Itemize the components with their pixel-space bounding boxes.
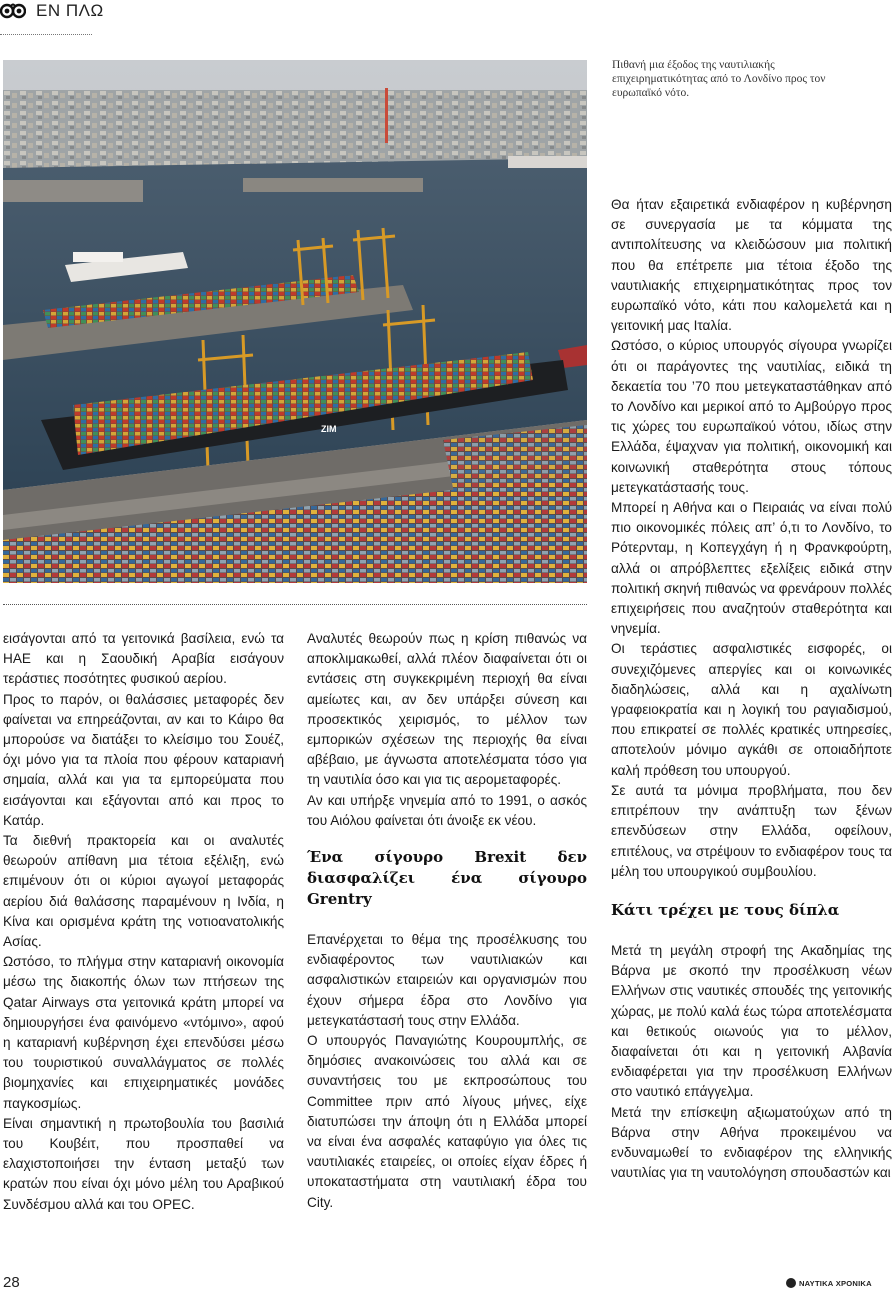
header-divider <box>0 34 92 35</box>
paragraph: Ωστόσο, ο κύριος υπουργός σίγουρα γνωρίζει ότι οι παράγοντες της ναυτιλίας, ειδικά τη δεκαετία του ’70 που μετεγκαταστάθηκαν από το Λονδίνο και μερικοί από το Αμβούργο προς τις χώρες του ευρωπαϊκού νότου, ιδίως στην Ελλάδα, έψαχναν για πολιτική, οικονομική και κοινωνική σταθερότητα στους τόπους μετεγκατάστασής τους. <box>611 338 892 495</box>
paragraph: Μετά την επίσκεψη αξιωματούχων από τη Βάρνα στην Αθήνα προκειμένου να ενδυναμωθεί το ενδιαφέρον της ελληνικής ναυτιλίας για τη ναυτολόγηση σπουδαστών και <box>611 1104 892 1181</box>
paragraph: Ο υπουργός Παναγιώτης Κουρουμπλής, σε δημόσιες ανακοινώσεις του αλλά και σε συναντήσεις του με εκπροσώπους του Committee πριν από λίγους μήνες, είχε διατυπώσει την άποψη ότι η Ελλάδα μπορεί να είναι ένα ασφαλές καταφύγιο για όλες τις ναυτιλιακές εταιρείες, οι οποίες είχαν έδρες ή υποκαταστήματα στη ναυτιλιακή έδρα του City. <box>307 1033 587 1210</box>
paragraph: Ωστόσο, το πλήγμα στην καταριανή οικονομία μέσω της διακοπής όλων των πτήσεων της Qatar Airways στα γειτονικά κράτη μπορεί να δημιουργήσει ένα φαινόμενο «ντόμινο», αφού η καταριανή κυβέρνηση έχει επενδύσει μέσω του τουριστικού συναλλάγματος σε πολλές βιομηχανίες και επιχειρηματικές μονάδες παγκοσμίως. <box>3 954 284 1111</box>
paragraph: Μετά τη μεγάλη στροφή της Ακαδημίας της Βάρνα με σκοπό την προσέλκυση νέων Ελλήνων στις ναυτικές σπουδές της γειτονικής χώρας, με πολύ καλά έως τώρα αποτελέσματα και θετικούς οιωνούς για το μέλλον, διαφαίνεται ότι και η γειτονική Αλβανία ενδιαφέρεται για την προσέλκυση Ελλήνων στο ναυτικό επάγγελμα. <box>611 942 892 1100</box>
paragraph: Τα διεθνή πρακτορεία και οι αναλυτές θεωρούν απίθανη μια τέτοια εξέλιξη, ενώ επιμένουν ότι οι κύριοι αγωγοί μεταφοράς αερίου διά θαλάσσης παραμένουν η Ινδία, η Κίνα και ορισμένα κράτη της νοτιοανατολικής Ασίας. <box>3 833 284 950</box>
section-title: ΕΝ ΠΛΩ <box>36 1 104 20</box>
container-port-aerial-photo <box>3 60 587 583</box>
page-header <box>0 0 300 24</box>
paragraph: Είναι σημαντική η πρωτοβουλία του βασιλιά του Κουβέιτ, που προσπαθεί να ελαχιστοποιήσει την ένταση μεταξύ των κρατών που είναι όχι μόνο μέλη του Αραβικού Συνδέσμου αλλά και του OPEC. <box>3 1115 284 1212</box>
article-column-1 <box>3 629 284 1215</box>
goggles-icon <box>0 0 26 20</box>
paragraph: εισάγονται από τα γειτονικά βασίλεια, ενώ τα ΗΑΕ και η Σαουδική Αραβία εισάγουν τεράστιες ποσότητες φυσικού αερίου. <box>3 631 284 687</box>
photo-caption: Πιθανή μια έξοδος της ναυτιλιακής επιχειρηματικότητας από το Λονδίνο προς τον ευρωπαϊκό νότο. <box>612 59 826 99</box>
page-number: 28 <box>3 1274 20 1291</box>
article-column-3 <box>611 195 892 1183</box>
paragraph: Αν και υπήρξε νηνεμία από το 1991, ο ασκός του Αιόλου φαίνεται ότι άνοιξε εκ νέου. <box>307 792 587 828</box>
subheading-brexit: Ένα σίγουρο Brexit δεν διασφαλίζει ένα σίγουρο Grentry <box>307 848 587 909</box>
paragraph: Προς το παρόν, οι θαλάσσιες μεταφορές δεν φαίνεται να επηρεάζονται, αν και το Κάιρο θα μπορούσε να διατάξει το κλείσιμο του Σουέζ, όχι μόνο για τα πλοία που φέρουν καταριανή σημαία, αλλά και για τα εμπορεύματα που εισάγονται και εξάγονται από και προς το Κατάρ. <box>3 691 284 828</box>
paragraph: Οι τεράστιες ασφαλιστικές εισφορές, οι συνεχιζόμενες απεργίες και οι κοινωνικές διαδηλώσεις, αλλά και η αχαλίνωτη γραφειοκρατία και η λογική του ραγιαδισμού, που επικρατεί σε πολλές κρατικές υπηρεσίες, αποτελούν μόνιμο αγκάθι σε οποιαδήποτε καλή πρόθεση του υπουργού. <box>611 641 892 778</box>
magazine-logo-icon <box>786 1278 796 1288</box>
paragraph: Θα ήταν εξαιρετικά ενδιαφέρον η κυβέρνηση σε συνεργασία με τα κόμματα της αντιπολίτευσης να κλειδώσουν μια πολιτική που θα επέτρεπε μια τέτοια έξοδο της ναυτιλιακής επιχειρηματικότητας προς τον ευρωπαϊκό νότο, κάτι που καλομελετά και η γειτονική μας Ιταλία. <box>611 197 892 334</box>
paragraph: Μπορεί η Αθήνα και ο Πειραιάς να είναι πολύ πιο οικονομικές πόλεις απ’ ό,τι το Λονδίνο, το Ρότερνταμ, η Κοπεγχάγη ή η Φρανκφούρτη, αλλά οι απρόβλεπτες εξελίξεις ειδικά στην πολιτική σκηνή πιθανώς να φρενάρουν πολλές επιχειρήσεις που αναζητούν σταθερότητα και νηνεμία. <box>611 500 892 637</box>
ship-marking: ZIM <box>321 424 337 434</box>
paragraph: Επανέρχεται το θέμα της προσέλκυσης του ενδιαφέροντος των ναυτιλιακών και ασφαλιστικών εταιρειών και οργανισμών που έχουν σήμερα έδρα στο Λονδίνο για μετεγκατάστασή τους στην Ελλάδα. <box>307 932 587 1028</box>
publication-brand <box>786 1278 890 1290</box>
photo-divider <box>3 604 587 605</box>
article-column-2 <box>307 629 587 1213</box>
port-photo <box>3 60 587 583</box>
paragraph: Σε αυτά τα μόνιμα προβλήματα, που δεν επιτρέπουν την ανάπτυξη των ξένων επενδύσεων στην Ελλάδα, οφείλουν, επιτέλους, να στρέψουν το ενδιαφέρον τους τα μέλη του υπουργικού συμβουλίου. <box>611 782 892 879</box>
publication-name: ΝΑΥΤΙΚΑ ΧΡΟΝΙΚΑ <box>799 1279 872 1288</box>
subheading-neighbours: Κάτι τρέχει με τους δίπλα <box>611 900 840 919</box>
paragraph: Αναλυτές θεωρούν πως η κρίση πιθανώς να αποκλιμακωθεί, αλλά πλέον διαφαίνεται ότι οι εντάσεις στη συγκεκριμένη περιοχή θα είναι αμείωτες και, αν δεν υπάρξει σύνεση και προσεκτικός χειρισμός, το μέλλον των εμπορικών σχέσεων της περιοχής θα είναι αβέβαιο, με άγνωστα αποτελέσματα τόσο για τη ναυτιλία όσο και για τις αερομεταφορές. <box>307 631 587 788</box>
